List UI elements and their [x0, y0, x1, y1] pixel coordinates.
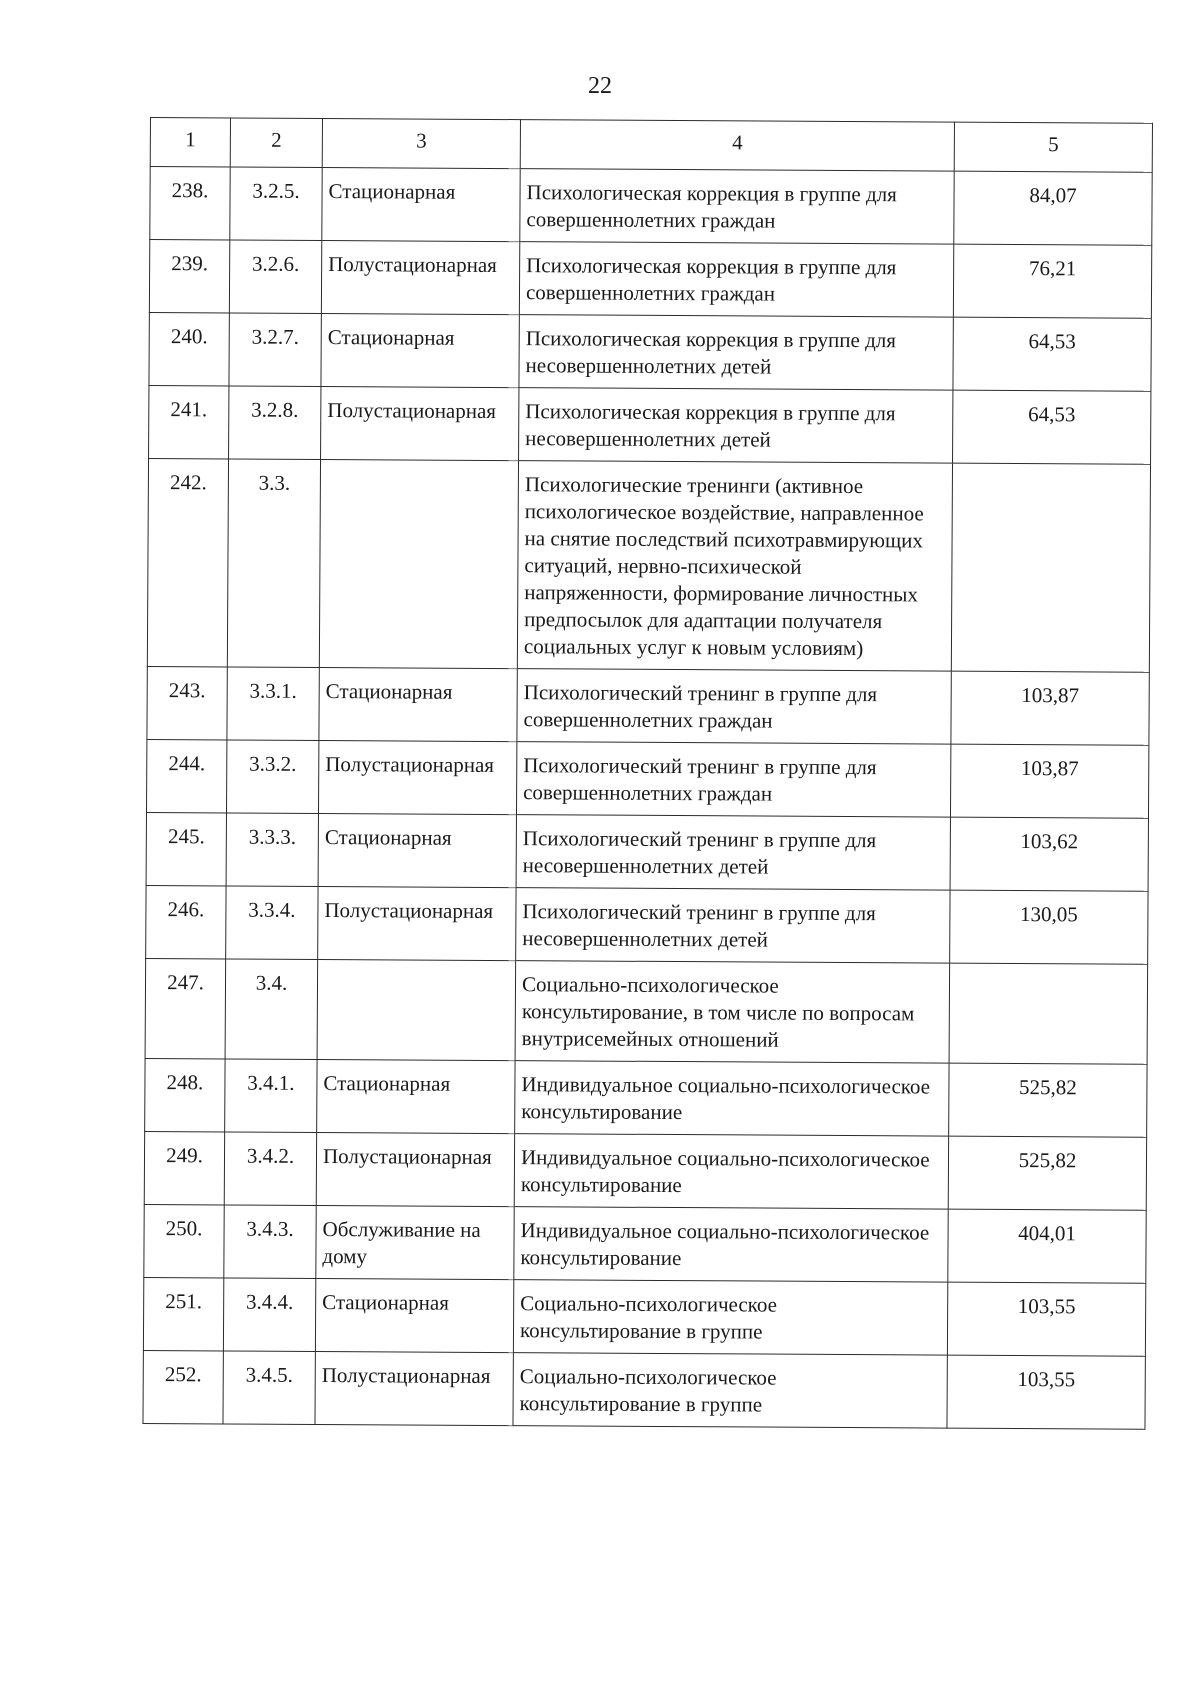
- service-code-cell: 3.4.2.: [224, 1132, 316, 1206]
- service-description-cell: Психологическая коррекция в группе для несовершеннолетних детей: [519, 388, 953, 463]
- service-description-cell: Психологические тренинги (активное психологическое воздействие, направленное на снятие последствий психотравмирующих ситуаций, нервно-психической напряженности, формирование личностных предпосылок для адаптации получателя социальных услуг к новым условиям): [517, 461, 952, 671]
- row-number-cell: 248.: [145, 1058, 225, 1131]
- service-form-cell: Полустационарная: [318, 740, 516, 814]
- service-form-cell: Стационарная: [317, 1059, 515, 1133]
- table-row: [149, 240, 1151, 319]
- service-code-cell: 3.4.3.: [224, 1205, 316, 1279]
- service-code-cell: 3.3.3.: [226, 813, 318, 887]
- row-number-cell: 249.: [144, 1131, 224, 1204]
- price-cell: 404,01: [948, 1209, 1146, 1283]
- header-cell-2: 2: [230, 118, 322, 168]
- service-code-cell: 3.2.5.: [230, 167, 322, 241]
- service-description-cell: Индивидуальное социально-психологическое консультирование: [514, 1207, 948, 1282]
- row-number-cell: 238.: [150, 167, 230, 240]
- service-description-cell: Индивидуальное социально-психологическое консультирование: [515, 1061, 949, 1136]
- row-number-cell: 244.: [146, 739, 226, 812]
- service-description-cell: Психологическая коррекция в группе для совершеннолетних граждан: [520, 169, 954, 244]
- service-form-cell: Полустационарная: [321, 240, 519, 314]
- row-number-cell: 252.: [143, 1350, 223, 1423]
- service-form-cell: Полустационарная: [315, 1351, 513, 1425]
- row-number-cell: 243.: [147, 666, 227, 739]
- service-form-cell: Стационарная: [319, 667, 517, 741]
- service-form-cell: Стационарная: [315, 1278, 513, 1352]
- row-number-cell: 240.: [149, 312, 229, 385]
- service-code-cell: 3.3.2.: [226, 740, 318, 814]
- service-code-cell: 3.3.4.: [226, 886, 318, 960]
- service-code-cell: 3.3.: [227, 459, 320, 668]
- service-description-cell: Психологический тренинг в группе для несовершеннолетних детей: [516, 888, 950, 963]
- service-form-cell: Полустационарная: [316, 1132, 514, 1206]
- price-cell: 130,05: [950, 890, 1148, 964]
- row-number-cell: 250.: [144, 1204, 224, 1277]
- row-number-cell: 247.: [145, 958, 226, 1058]
- service-code-cell: 3.3.1.: [227, 667, 319, 741]
- service-code-cell: 3.2.8.: [229, 386, 321, 460]
- table-row: [146, 812, 1148, 891]
- table-row: [149, 385, 1151, 464]
- service-code-cell: 3.2.7.: [229, 313, 321, 387]
- service-description-cell: Психологическая коррекция в группе для несовершеннолетних детей: [519, 315, 953, 390]
- table-row: [144, 1204, 1146, 1283]
- service-code-cell: 3.4.1.: [225, 1059, 317, 1133]
- row-number-cell: 246.: [146, 885, 226, 958]
- header-cell-1: 1: [150, 118, 230, 167]
- price-cell: 103,62: [950, 817, 1148, 891]
- table-row: [146, 885, 1148, 964]
- header-row: [150, 118, 1152, 173]
- price-cell: 525,82: [949, 1063, 1147, 1137]
- page-number: 22: [588, 73, 612, 99]
- service-description-cell: Психологический тренинг в группе для несовершеннолетних детей: [516, 815, 950, 890]
- service-form-cell: Стационарная: [318, 813, 516, 887]
- table-row: [143, 1277, 1145, 1356]
- header-cell-3: 3: [322, 118, 520, 168]
- service-code-cell: 3.4.4.: [223, 1278, 315, 1352]
- service-form-cell: Стационарная: [321, 313, 519, 387]
- table-row: [145, 1058, 1147, 1137]
- service-code-cell: 3.2.6.: [229, 240, 321, 314]
- service-form-cell: [319, 459, 518, 668]
- price-cell: 64,53: [953, 390, 1151, 464]
- table-row: [147, 666, 1149, 745]
- table-row: [143, 1350, 1145, 1429]
- service-description-cell: Социально-психологическое консультирование в группе: [513, 1353, 947, 1428]
- table-row: [145, 958, 1148, 1064]
- service-code-cell: 3.4.5.: [223, 1351, 315, 1425]
- row-number-cell: 242.: [147, 458, 228, 666]
- service-form-cell: [317, 959, 516, 1060]
- service-description-cell: Психологическая коррекция в группе для совершеннолетних граждан: [519, 242, 953, 317]
- row-number-cell: 245.: [146, 812, 226, 885]
- service-description-cell: Социально-психологическое консультирование в группе: [513, 1280, 947, 1355]
- price-cell: [951, 463, 1150, 672]
- price-cell: 103,55: [947, 1282, 1145, 1356]
- service-form-cell: Полустационарная: [321, 386, 519, 460]
- row-number-cell: 251.: [143, 1277, 223, 1350]
- table-row: [146, 739, 1148, 818]
- service-form-cell: Обслуживание на дому: [316, 1205, 514, 1279]
- service-description-cell: Индивидуальное социально-психологическое консультирование: [514, 1134, 948, 1209]
- price-cell: 103,55: [947, 1355, 1145, 1429]
- header-cell-4: 4: [520, 120, 954, 171]
- price-cell: 103,87: [951, 671, 1149, 745]
- row-number-cell: 239.: [149, 240, 229, 313]
- service-form-cell: Стационарная: [322, 167, 520, 241]
- price-cell: 84,07: [954, 171, 1152, 245]
- service-code-cell: 3.4.: [225, 959, 318, 1060]
- service-description-cell: Психологический тренинг в группе для совершеннолетних граждан: [516, 742, 950, 817]
- row-number-cell: 241.: [149, 385, 229, 458]
- table-row: [149, 312, 1151, 391]
- service-description-cell: Психологический тренинг в группе для совершеннолетних граждан: [517, 669, 951, 744]
- tariff-table: [142, 117, 1153, 1430]
- header-cell-5: 5: [954, 122, 1152, 172]
- price-cell: 76,21: [953, 244, 1151, 318]
- table-row: [150, 167, 1152, 246]
- service-description-cell: Социально-психологическое консультирование, в том числе по вопросам внутрисемейных отношений: [515, 961, 950, 1063]
- service-form-cell: Полустационарная: [318, 886, 516, 960]
- table-row: [144, 1131, 1146, 1210]
- price-cell: 64,53: [953, 317, 1151, 391]
- table-row: [147, 458, 1150, 672]
- price-cell: [949, 963, 1148, 1064]
- price-cell: 103,87: [950, 744, 1148, 818]
- price-cell: 525,82: [948, 1136, 1146, 1210]
